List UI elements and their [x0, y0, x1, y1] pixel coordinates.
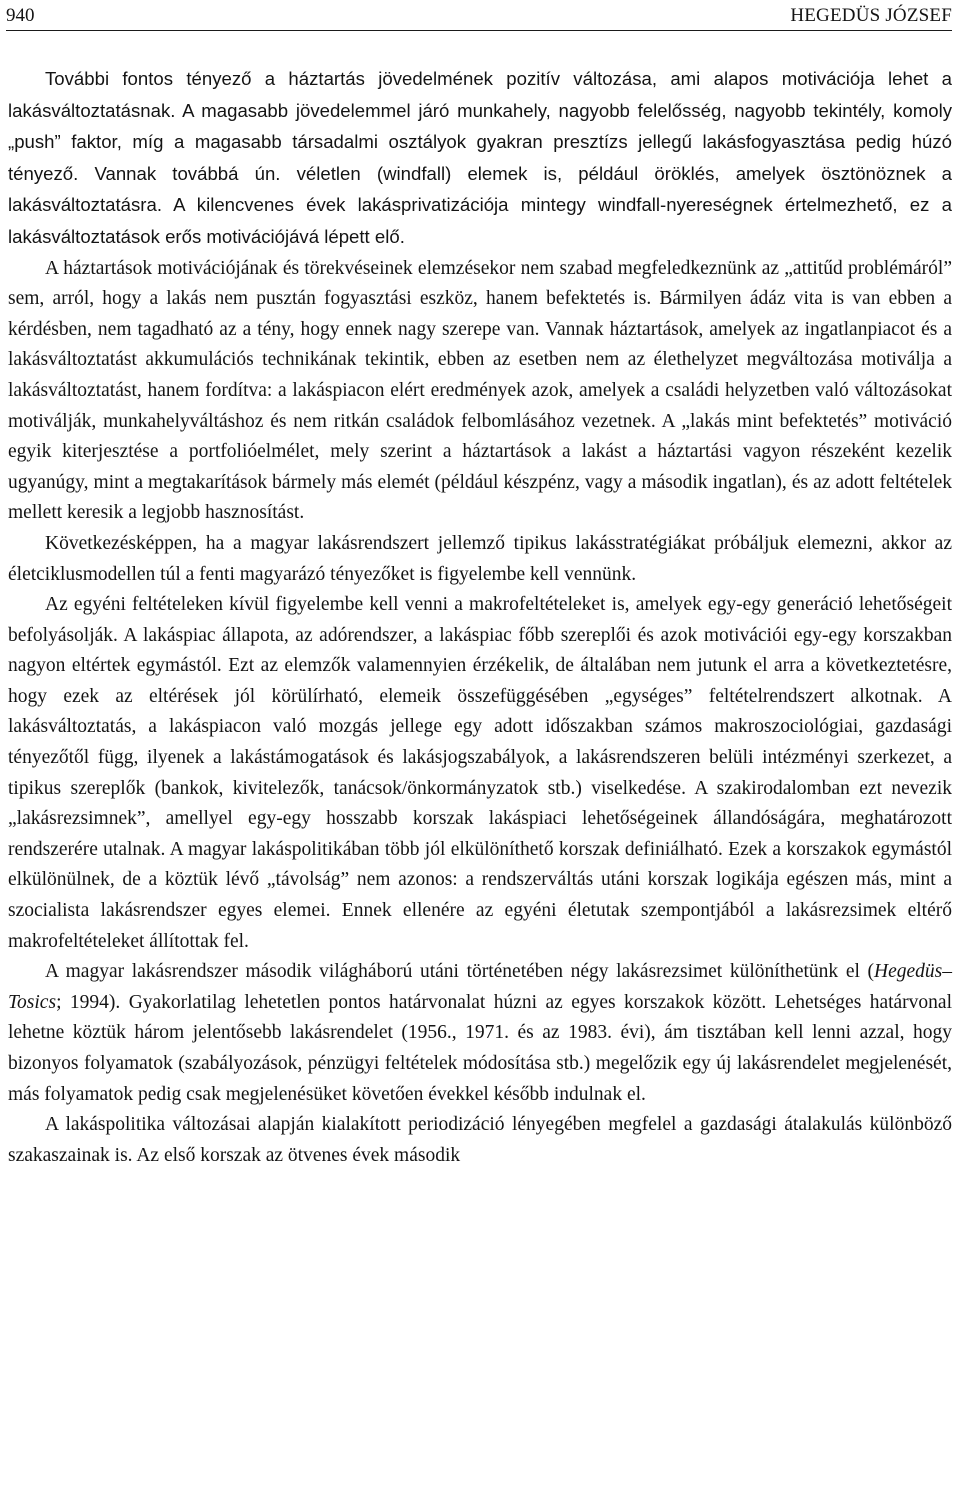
paragraph-text: A lakáspolitika változásai alapján kialakított periodizáció lényegében megfelel a gazdasági átalakulás különböző szakaszainak is. Az első korszak az ötvenes évek második [8, 1114, 952, 1166]
paragraph-text: Következésképpen, ha a magyar lakásrendszert jellemző tipikus lakásstratégiákat próbáljuk elemezni, akkor az életciklusmodellen túl a fenti magyarázó tényezőket is figyelembe kell vennünk. [8, 532, 952, 585]
citation-authors: Hegedüs–Tosics [8, 961, 952, 1013]
paragraph-text: A magyar lakásrendszer második világháború utáni történetében négy lakásrezsimet különíthetünk el ( [45, 961, 875, 983]
paragraph [8, 64, 952, 254]
paragraph [8, 529, 952, 590]
body-text [8, 64, 952, 1171]
paragraph [8, 590, 952, 957]
paragraph [8, 254, 952, 529]
header-rule [6, 30, 952, 31]
page-header [6, 3, 952, 31]
paragraph-text: A háztartások motivációjának és törekvéseinek elemzésekor nem szabad megfeledkeznünk az „attitűd problémáról” sem, arról, hogy a lakás nem pusztán fogyasztási eszköz, hanem befektetés is. Bármilyen ádáz vita is van ebben a kérdésben, nem tagadható az a tény, hogy ennek nagy szerepe van. Vannak háztartások, amelyek az ingatlanpiacot és a lakásváltoztatást akkumulációs technikának tekintik, ebben az esetben nem az élethelyzet megváltozása motiválja a lakásváltoztatást, hanem fordítva: a lakáspiacon elért eredmények azok, amelyek a családi helyzetben való változásokat motiválják, munkahelyváltáshoz és nem ritkán családok felbomlásához vezetnek. A „lakás mint befektetés” motiváció egyik kiterjesztése a portfolióelmélet, mely szerint a háztartások a lakást a háztartási vagyon részeként kezelik ugyanúgy, mint a megtakarítások bármely más elemét (például készpénz, vagy a második ingatlan), és az adott feltételek mellett keresik a legjobb hasznosítást. [8, 257, 952, 524]
page-number: 940 [6, 5, 35, 26]
paragraph [8, 957, 952, 1110]
running-title: HEGEDÜS JÓZSEF [790, 5, 952, 26]
paragraph-text: Az egyéni feltételeken kívül figyelembe kell venni a makrofeltételeket is, amelyek egy-egy generáció lehetőségeit befolyásolják. A lakáspiac állapota, az adórendszer, a lakáspiac főbb szereplői és azok motivációi egy-egy korszakban nagyon eltértek egymástól. Ezt az elemzők valamennyien érzékelik, de általában nem jutunk el arra a következtetésre, hogy ezek az eltérések jól körülírható, elemeik összefüggésében „egységes” feltételrendszert alkotnak. A lakásváltoztatás, a lakáspiacon való mozgás jellege egy adott időszakban számos makroszociológiai, gazdasági tényezőtől függ, ilyenek a lakástámogatások és lakásjogszabályok, a lakásrendszeren belüli intézményi szerkezet, a tipikus szereplők (bankok, kivitelezők, tanácsok/önkormányzatok stb.) viselkedése. A szakirodalomban ezt nevezik „lakásrezsimnek”, amellyel egy-egy hosszabb korszak lakáspiaci lehetőségeinek állandóságára, meghatározott rendszerére utalnak. A magyar lakáspolitikában több jól elkülöníthető korszak definiálható. Ezek a korszakok egymástól elkülönülnek, de a köztük lévő „távolság” nem azonos: a rendszerváltás utáni korszak logikája egészen más, mint a szocialista lakásrendszer egyes elemei. Ennek ellenére az egyéni életutak szempontjából a lakásrezsimek eltérő makrofeltételeket állítottak fel. [8, 594, 952, 952]
paragraph-text: ; 1994). Gyakorlatilag lehetetlen pontos határvonalat húzni az egyes korszakok között. Lehetséges határvonal lehetne köztük három jelentősebb lakásrendelet (1956., 1971. és az 1983. évi), ám tisztában kell lenni azzal, hogy bizonyos folyamatok (szabályozások, pénzügyi feltételek módosítása stb.) megelőzik egy új lakásrendelet megjelenését, más folyamatok pedig csak megjelenésüket követően évekkel később indulnak el. [8, 991, 952, 1105]
paragraph-text: További fontos tényező a háztartás jövedelmének pozitív változása, ami alapos motivációja lehet a lakásváltoztatásnak. A magasabb jövedelemmel járó munkahely, nagyobb felelősség, nagyobb tekintély, komoly „push” faktor, míg a magasabb társadalmi osztályok gyakran presztízs jellegű lakásfogyasztása pedig húzó tényező. Vannak továbbá ún. véletlen (windfall) elemek is, például öröklés, amelyek ösztönöznek a lakásváltoztatásra. A kilencvenes évek lakásprivatizációja mintegy windfall-nyereségnek értelmezhető, ez a lakásváltoztatások erős motivációjává lépett elő. [8, 68, 952, 247]
paragraph [8, 1110, 952, 1171]
